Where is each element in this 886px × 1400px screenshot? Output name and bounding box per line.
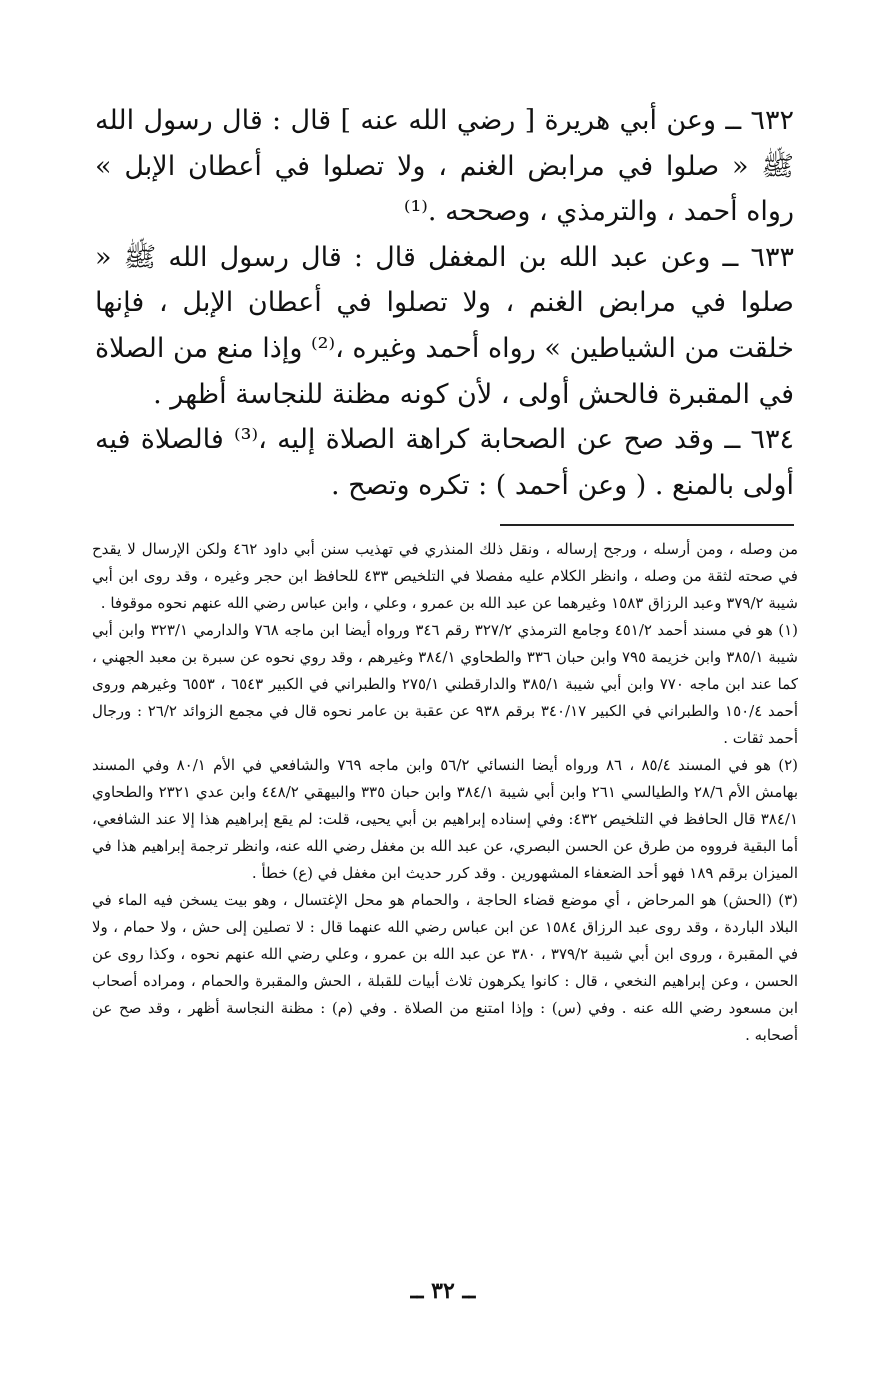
hadith-633: ٦٣٣ ــ وعن عبد الله بن المغفل قال : قال رسول الله ﷺ « صلوا في مرابض الغنم ، ولا تصلوا في أعطان الإبل ، فإنها خلقت من الشياطين » رواه أحمد وغيره ،⁽²⁾ وإذا منع من الصلاة في المقبرة فالحش أولى ، لأن كونه مظنة للنجاسة أظهر .: [95, 241, 794, 410]
main-text: [95, 98, 794, 508]
footnote-continued: من وصله ، ومن أرسله ، ورجح إرساله ، ونقل ذلك المنذري في تهذيب سنن أبي داود ٤٦٢ ولكن الإرسال لا يقدح في صحته لثقة من وصله ، وانظر الكلام عليه مفصلا في التلخيص ٤٣٣ للحافظ ابن حجر وغيره ، وقد روى ابن أبي شيبة ٣٧٩/٢ وعبد الرزاق ١٥٨٣ وغيرهما عن عبد الله بن عمرو ، وعلي ، وابن عباس رضي الله عنهم نحوه موقوفا .: [92, 540, 799, 612]
footnote-1: (١) هو في مسند أحمد ٤٥١/٢ وجامع الترمذي ٣٢٧/٢ رقم ٣٤٦ ورواه أيضا ابن ماجه ٧٦٨ والدارمي ٣٢٣/١ وابن أبي شيبة ٣٨٥/١ وابن خزيمة ٧٩٥ وابن حبان ٣٣٦ والطحاوي ٣٨٤/١ وغيرهم ، وقد روي نحوه عن سبرة بن معبد الجهني ، كما عند ابن ماجه ٧٧٠ وابن أبي شيبة ٣٨٥/١ والدارقطني ٢٧٥/١ والطبراني في الكبير ٦٥٤٣ ، ٦٥٥٣ وغيرهم وروى أحمد ١٥٠/٤ والطبراني في الكبير ٣٤٠/١٧ برقم ٩٣٨ عن عقبة بن عامر نحوه قال في مجمع الزوائد ٢٦/٢ : ورجال أحمد ثقات .: [92, 621, 799, 747]
footnote-3: (٣) (الحش) هو المرحاض ، أي موضع قضاء الحاجة ، والحمام هو محل الإغتسال ، وهو بيت يسخن فيه الماء في البلاد الباردة ، وقد روى عبد الرزاق ١٥٨٤ عن ابن عباس رضي الله عنهما قال : لا تصلين إلى حش ، ولا حمام ، ولا في المقبرة ، وروى ابن أبي شيبة ٣٧٩/٢ ، ٣٨٠ عن عبد الله بن عمرو ، وعلي رضي الله عنهم نحوه ، وكذا روى عن الحسن ، وعن إبراهيم النخعي ، قال : كانوا يكرهون ثلاث أبيات للقبلة ، الحش والمقبرة والحمام ، ومراده أصحاب ابن مسعود رضي الله عنه . وفي (س) : وإذا امتنع من الصلاة . وفي (م) : مظنة النجاسة أظهر ، وقد صح عن أصحابه .: [92, 891, 799, 1044]
hadith-634: ٦٣٤ ــ وقد صح عن الصحابة كراهة الصلاة إليه ،⁽³⁾ فالصلاة فيه أولى بالمنع . ( وعن أحمد ) : تكره وتصح .: [95, 424, 794, 501]
footnote-2: (٢) هو في المسند ٨٥/٤ ، ٨٦ ورواه أيضا النسائي ٥٦/٢ وابن ماجه ٧٦٩ والشافعي في الأم ٨٠/١ وفي المسند بهامش الأم ٢٨/٦ والطيالسي ٢٦١ وابن أبي شيبة ٣٨٤/١ وابن حبان ٣٣٥ والبيهقي ٤٤٨/٢ وابن عدي ٢٣٢١ والطحاوي ٣٨٤/١ قال الحافظ في التلخيص ٤٣٢: وفي إسناده إبراهيم بن أبي يحيى، قلت: لم يقع إبراهيم هذا إلا عند الشافعي، أما البقية فرووه من طرق عن الحسن البصري، عن عبد الله بن مغفل رضي الله عنه، وانظر ترجمة إبراهيم هذا في الميزان برقم ١٨٩ فهو أحد الضعفاء المشهورين . وقد كرر حديث ابن مغفل في (ع) خطأ .: [92, 756, 799, 882]
footnotes: [92, 536, 798, 1049]
page-number: ــ ٣٢ ــ: [410, 1278, 476, 1304]
footnote-divider: [500, 524, 794, 526]
hadith-632: ٦٣٢ ــ وعن أبي هريرة [ رضي الله عنه ] قال : قال رسول الله ﷺ « صلوا في مرابض الغنم ، ولا تصلوا في أعطان الإبل » رواه أحمد ، والترمذي ، وصححه .⁽¹⁾: [95, 105, 794, 228]
